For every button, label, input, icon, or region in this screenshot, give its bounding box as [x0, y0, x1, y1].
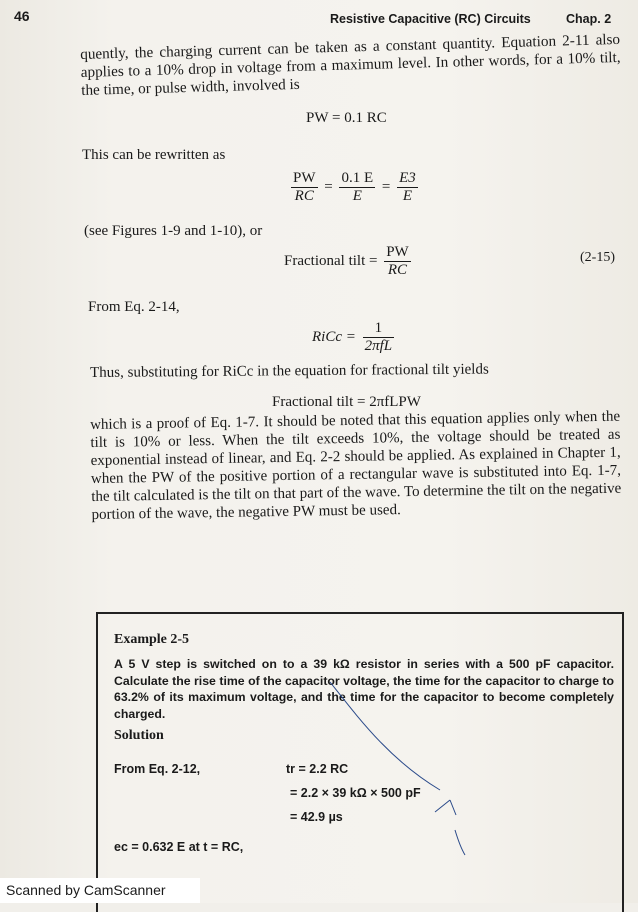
fraction-denominator: 2πfL	[364, 338, 393, 354]
pen-stroke	[455, 830, 465, 855]
substitution-text: Thus, substituting for RiCc in the equation for fractional tilt yields	[90, 361, 489, 381]
fraction-numerator: 1	[363, 320, 395, 338]
equals-sign: =	[381, 178, 391, 195]
equation-lhs: Fractional tilt =	[284, 252, 378, 269]
fraction-denominator: RC	[387, 262, 408, 278]
paragraph-proof: which is a proof of Eq. 1-7. It should be noted that this equation applies only when the tilt is 10% or less. When the tilt exceeds 10%, the voltage should be treated as exponential instead of linear, and Eq. 2-2 should be applied. As explained in Chapter 1, when the PW of the positive portion of a rectangular wave is substituted into Eq. 1-7, the tilt calculated is the tilt on that part of the wave. To determine the tilt on the negative portion of the wave, the negative PW must be used.	[90, 408, 622, 523]
chapter-label: Chap. 2	[566, 12, 612, 26]
camscanner-watermark: Scanned by CamScanner	[0, 878, 200, 903]
running-title: Resistive Capacitive (RC) Circuits	[330, 12, 531, 26]
equals-sign: =	[324, 178, 333, 195]
example-title: Example 2-5	[114, 632, 190, 647]
fraction-denominator: E	[352, 188, 362, 204]
equation-lhs: RiCc =	[312, 328, 356, 345]
fraction-numerator: PW	[293, 170, 316, 186]
equation-number: (2-15)	[580, 250, 615, 265]
fraction-denominator: RC	[294, 188, 314, 204]
fraction-numerator: E3	[399, 170, 416, 186]
example-text: A 5 V step is switched on to a 39 kΩ resistor in series with a 500 pF capacitor. Calculate the rise time of the capacitor voltage, the time for the capacitor to charge to 63.2% of its maximum voltage, and the time for the capacitor to become completely charged.	[114, 657, 614, 721]
see-figures-text: (see Figures 1-9 and 1-10), or	[84, 223, 263, 239]
equation-pw: PW = 0.1 RC	[306, 110, 387, 126]
rewrite-text: This can be rewritten as	[82, 147, 226, 163]
paragraph-intro: quently, the charging current can be taken as a constant quantity. Equation 2-11 also applies to a 10% drop in voltage from a maximum level. In other words, for a 10% tilt, the time, or pulse width, involved is	[80, 30, 621, 99]
solution-line-3: = 42.9 µs	[290, 810, 343, 824]
equation-fractional-tilt-2: Fractional tilt = 2πfLPW	[272, 394, 421, 410]
pen-stroke	[435, 800, 456, 815]
solution-line-4: ec = 0.632 E at t = RC,	[114, 840, 244, 854]
solution-from-eq: From Eq. 2-12,	[114, 762, 201, 776]
solution-line-2: = 2.2 × 39 kΩ × 500 pF	[290, 786, 421, 800]
from-eq-text: From Eq. 2-14,	[88, 299, 180, 315]
page-number: 46	[14, 8, 30, 24]
fraction-numerator: 0.1 E	[341, 170, 374, 186]
fraction-denominator: E	[402, 188, 413, 204]
pen-stroke	[330, 682, 440, 790]
fraction-numerator: PW	[386, 244, 409, 260]
solution-title: Solution	[114, 728, 164, 743]
solution-line-1: tr = 2.2 RC	[286, 762, 349, 776]
